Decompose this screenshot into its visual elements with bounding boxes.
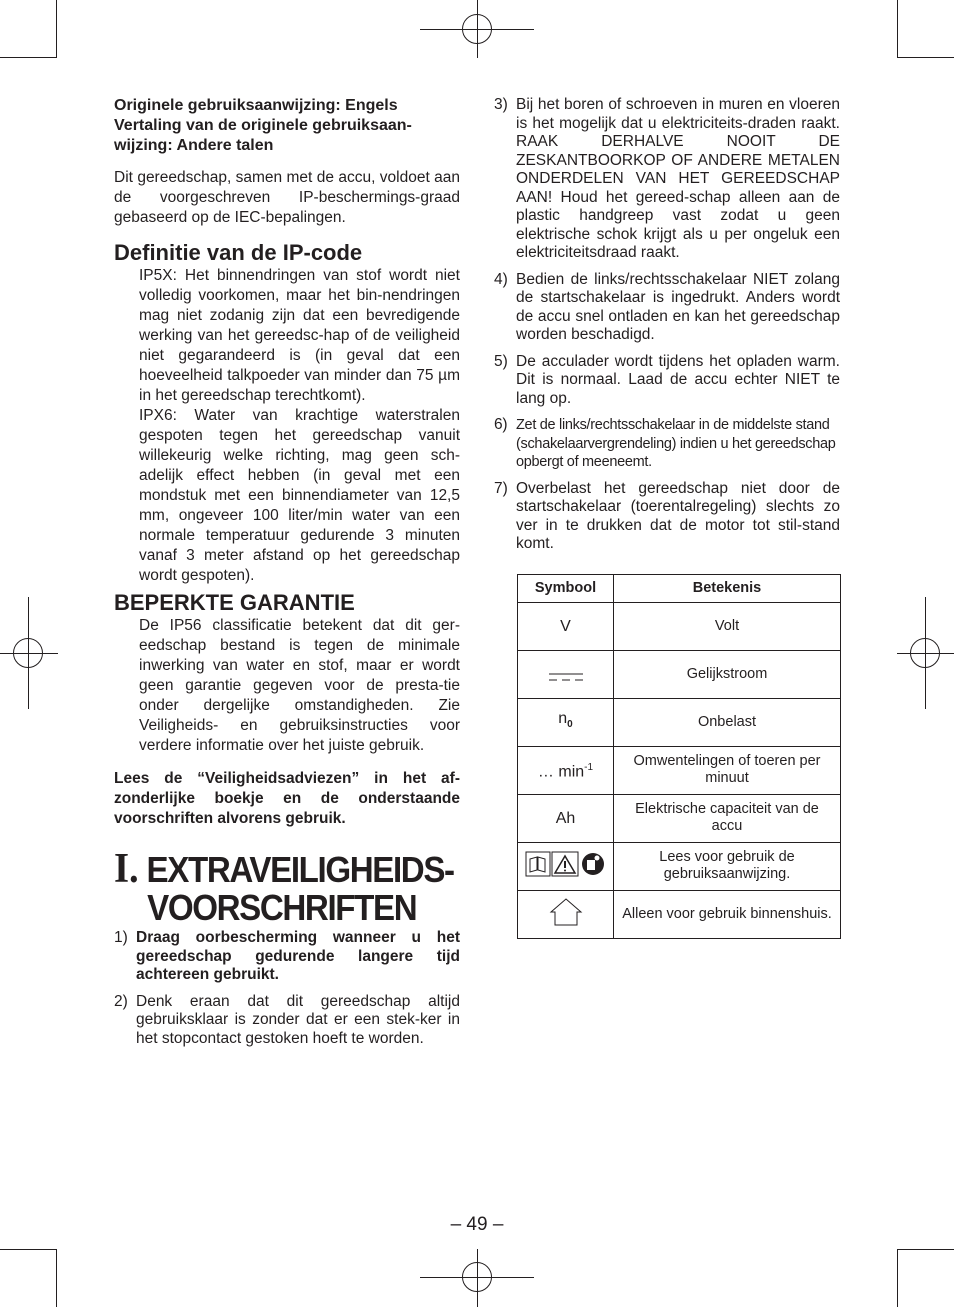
symbol-text: … min [537, 763, 585, 781]
warranty-heading: BEPERKTE GARANTIE [114, 590, 355, 615]
chapter-title-line2: VOORSCHRIFTEN [147, 887, 417, 928]
book-icon [530, 857, 545, 872]
left-list [114, 929, 460, 1048]
list-item [494, 353, 840, 409]
list-text: Draag oorbescherming wanneer u het gereedschap gedurende langere tijd achtereen gebruikt. [136, 929, 460, 983]
chapter-title-line1: EXTRAVEILIGHEIDS- [146, 849, 454, 890]
table-header-meaning: Betekenis [614, 574, 841, 602]
chapter-roman: I. [114, 846, 139, 892]
symbol-cell [518, 650, 614, 698]
registration-circle [462, 14, 492, 44]
chapter-title [114, 846, 454, 928]
ip5x-paragraph: IP5X: Het binnendringen van stof wordt niet volledig voorkomen, maar het bin-nendringen mag niet zodanig zijn dat een bevredigende werking van het gereedsc-hap of de veiligheid niet gegarandeerd is (in geval dat een hoeveelheid talkpoeder van minder dan 75 µm in het gereedschap terechtkomt). [139, 267, 460, 404]
crop-mark [897, 0, 898, 58]
table-row [518, 602, 841, 650]
crop-mark [0, 1249, 57, 1250]
table-header-symbol: Symbool [518, 574, 614, 602]
symbol-text: n [558, 710, 568, 728]
right-column [494, 96, 840, 939]
list-number: 1) [114, 929, 128, 946]
list-text: Zet de links/rechtsschakelaar in de middelste stand (schakelaarvergrendeling) indien u het gereedschap opbergt of meeneemt. [516, 417, 836, 470]
symbol-cell: Ah [518, 794, 614, 842]
list-text: Bij het boren of schroeven in muren en vloeren is het mogelijk dat u elektriciteits-draden raakt. RAAK DERHALVE NOOIT DE ZESKANTBOORKOP OF ANDERE METALEN ONDERDELEN VAN HET GEREEDSCHAP AAN! Houd het gereed-schap alleen aan de plastic handgreep vast zodat u geen elektrische schok krijgt als u per ongeluk een elektriciteitsdraad raakt. [516, 96, 840, 261]
registration-circle [13, 638, 43, 668]
header-line: wijzing: Andere talen [114, 137, 274, 154]
list-item [114, 993, 460, 1049]
meaning-cell: Lees voor gebruik de gebruiksaanwijzing. [614, 842, 841, 890]
ip-heading: Definitie van de IP-code [114, 240, 363, 265]
ipx6-paragraph: IPX6: Water van krachtige waterstralen gespoten tegen het gereedschap vanuit willekeurig welke richting, mag geen sch-adelijk effect hebben (in geval met een mondstuk met een binnendiameter van 12,5 mm, ongeveer 100 liter/min water van een normale temperatuur gedurende 3 minuten vanaf 3 meter afstand op het gereedschap wordt gespoten). [139, 407, 460, 584]
symbol-superscript: -1 [584, 762, 594, 774]
header-line: Originele gebruiksaanwijzing: Engels [114, 97, 398, 114]
list-number: 6) [494, 416, 508, 433]
list-number: 5) [494, 352, 508, 370]
meaning-cell: Alleen voor gebruik binnenshuis. [614, 890, 841, 938]
table-row [518, 842, 841, 890]
crop-mark [56, 1249, 57, 1307]
crop-mark [897, 57, 954, 58]
crop-mark [0, 57, 57, 58]
list-text: Overbelast het gereedschap niet door de startschakelaar (toerentalregeling) slechts zo ver in te drukken dat de motor tot stil-stand komt. [516, 479, 840, 552]
table-header-row [518, 574, 841, 602]
table-row [518, 890, 841, 938]
symbol-cell: V [518, 602, 614, 650]
left-column [114, 96, 460, 1048]
symbol-table [517, 574, 841, 939]
list-number: 4) [494, 270, 508, 288]
list-number: 3) [494, 96, 508, 113]
symbol-cell [518, 890, 614, 938]
symbol-cell [518, 698, 614, 746]
meaning-cell: Gelijkstroom [614, 650, 841, 698]
house-icon [549, 897, 583, 927]
symbol-cell [518, 746, 614, 794]
table-row [518, 650, 841, 698]
meaning-cell: Omwentelingen of toeren per minuut [614, 746, 841, 794]
list-item [494, 96, 840, 263]
symbol-cell [518, 842, 614, 890]
dc-icon [548, 671, 584, 683]
header-line: Vertaling van de originele gebruiksaan- [114, 117, 412, 134]
list-number: 2) [114, 992, 128, 1010]
crop-mark [897, 1249, 954, 1250]
crop-mark [897, 1249, 898, 1307]
table-row [518, 794, 841, 842]
read-manual-icons [525, 850, 607, 878]
list-text: Bedien de links/rechtsschakelaar NIET zolang de startschakelaar is ingedrukt. Anders wordt de accu snel ontladen en kan het gereedschap worden beschadigd. [516, 270, 840, 343]
warranty-paragraph: De IP56 classificatie betekent dat dit ger-eedschap bestand is tegen de minimale inwerking van water en stof, maar er wordt geen garantie gegeven voor de presta-tie onder dergelijke omstandigheden. Zie Veiligheids- en gebruiksinstructies voor verdere informatie over het juiste gebruik. [139, 617, 460, 754]
list-text: Denk eraan dat dit gereedschap altijd gebruiksklaar is zonder dat er een stek-ker in het stopcontact gestoken hoeft te worden. [136, 992, 460, 1047]
list-text: De acculader wordt tijdens het opladen warm. Dit is normaal. Laad de accu echter NIET te lang op. [516, 352, 840, 407]
meaning-cell: Volt [614, 602, 841, 650]
symbol-subscript: 0 [567, 719, 573, 731]
read-notice: Lees de “Veiligheidsadviezen” in het af-zonderlijke boekje en de onderstaande voorschriften alvorens gebruik. [114, 770, 460, 827]
list-item [494, 271, 840, 345]
registration-circle [462, 1262, 492, 1292]
header-block [114, 96, 460, 156]
page-number: – 49 – [450, 1214, 504, 1235]
intro-paragraph: Dit gereedschap, samen met de accu, voldoet aan de voorgeschreven IP-beschermings-graad gebaseerd op de IEC-bepalingen. [114, 169, 460, 226]
meaning-cell: Onbelast [614, 698, 841, 746]
table-row [518, 698, 841, 746]
table-row [518, 746, 841, 794]
registration-circle [910, 638, 940, 668]
crop-mark [56, 0, 57, 58]
list-item [494, 480, 840, 554]
meaning-cell: Elektrische capaciteit van de accu [614, 794, 841, 842]
list-number: 7) [494, 479, 508, 497]
list-item [114, 929, 460, 985]
list-item [494, 416, 840, 472]
